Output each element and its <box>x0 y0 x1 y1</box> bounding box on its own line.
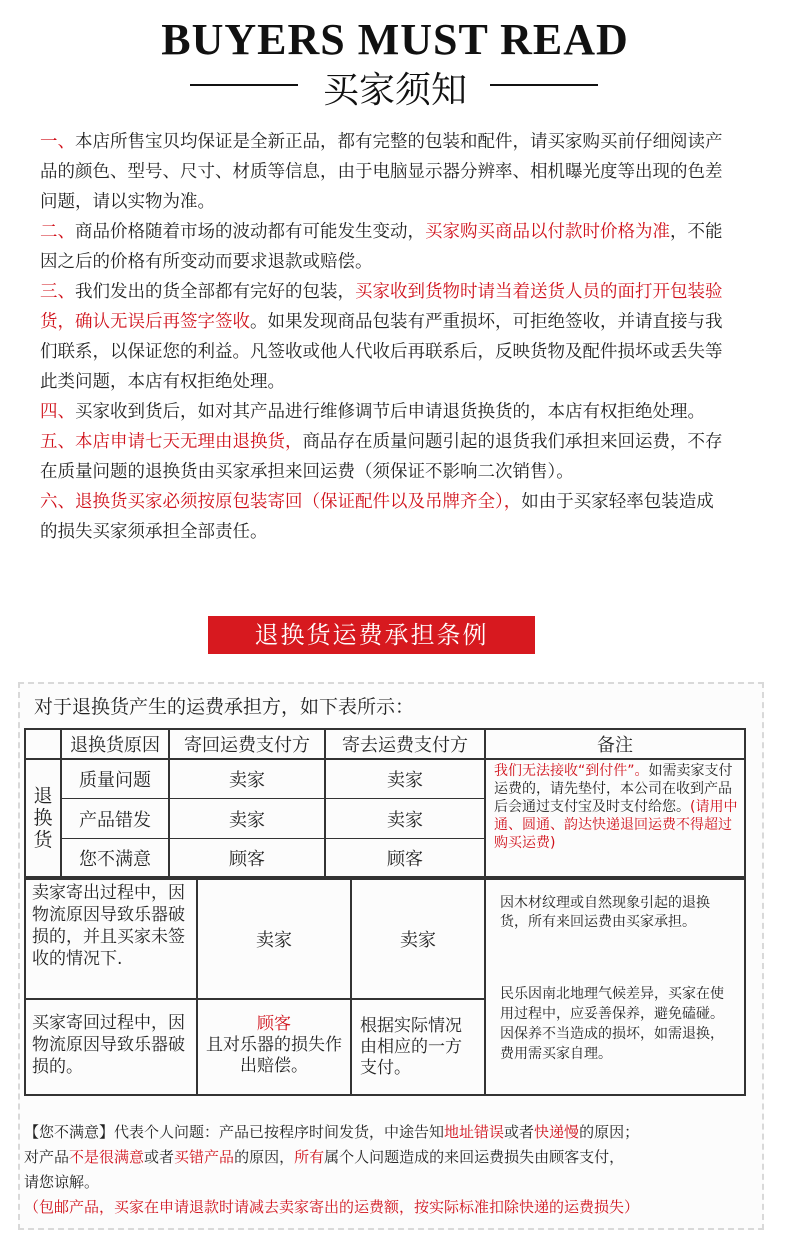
remark-lower-a: 因木材纹理或自然现象引起的退换货，所有来回运费由买家承担。 <box>500 895 710 930</box>
lower-send-1: 卖家 <box>400 930 436 951</box>
table-row-reason: 质量问题 <box>79 770 151 791</box>
subtitle-row <box>0 62 790 111</box>
table-row-reason: 您不满意 <box>79 849 151 870</box>
header-return-payer: 寄回运费支付方 <box>184 735 310 756</box>
note-1: 一、本店所售宝贝均保证是全新正品，都有完整的包装和配件，请买家购买前仔细阅读产品的颜色、型号、尺寸、材质等信息，由于电脑显示器分辨率、相机曝光度等出现的色差问题，请以实物为准。 <box>40 132 723 212</box>
footer-notes <box>24 1120 754 1220</box>
header-send-payer: 寄去运费支付方 <box>342 735 468 756</box>
table-intro: 对于退换货产生的运费承担方，如下表所示： <box>34 696 415 718</box>
table-row-send: 卖家 <box>387 770 423 791</box>
footer-line-2: 对产品不是很满意或者买错产品的原因，所有属个人问题造成的来回运费损失由顾客支付， <box>24 1148 625 1166</box>
lower-reason-1: 卖家寄出过程中，因物流原因导致乐器破损的，并且买家未签收的情况下. <box>32 883 185 969</box>
notes-section <box>40 127 730 547</box>
note-2: 二、商品价格随着市场的波动都有可能发生变动，买家购买商品以付款时价格为准，不能因之后的价格有所变动而要求退款或赔偿。 <box>40 222 723 272</box>
divider-right <box>490 84 598 86</box>
table-row-reason: 产品错发 <box>79 809 151 831</box>
footer-line-4: （包邮产品，买家在申请退款时请减去卖家寄出的运费额，按实际标准扣除快递的运费损失） <box>24 1198 640 1216</box>
footer-line-3: 请您谅解。 <box>24 1173 100 1191</box>
header-reason: 退换货原因 <box>70 735 160 756</box>
note-3: 三、我们发出的货全部都有完好的包装，买家收到货物时请当着送货人员的面打开包装验货，确认无误后再签字签收。如果发现商品包装有严重损坏，可拒绝签收，并请直接与我们联系，以保证您的利益。凡签收或他人代收后再联系后，反映货物及配件损坏或丢失等此类问题，本店有权拒绝处理。 <box>40 282 723 392</box>
group-label: 退 换 货 <box>33 785 53 851</box>
page-title: BUYERS MUST READ <box>161 15 629 64</box>
remark-lower-b: 民乐因南北地理气候差异，买家在使用过程中，应妥善保养，避免磕碰。因保养不当造成的损坏，如需退换，费用需买家自理。 <box>500 986 724 1062</box>
table-row-return: 卖家 <box>229 809 265 831</box>
lower-send-2: 根据实际情况由相应的一方支付。 <box>360 1016 462 1078</box>
table-row-send: 顾客 <box>387 849 423 870</box>
footer-line-1: 【您不满意】代表个人问题：产品已按程序时间发货，中途告知地址错误或者快递慢的原因； <box>24 1123 640 1141</box>
page-subtitle: 买家须知 <box>322 70 467 111</box>
section-banner: 退换货运费承担条例 <box>208 616 535 654</box>
lower-return-2: 顾客 且对乐器的损失作出赔偿。 <box>206 1014 342 1076</box>
remark-upper: 我们无法接收“到付件”。如需卖家支付运费的，请先垫付，本公司在收到产品后会通过支付宝及时支付给您。(请用中通、圆通、韵达快递退回运费不得超过购买运费) <box>494 763 738 851</box>
table-row-send: 卖家 <box>387 809 423 831</box>
note-5: 五、本店申请七天无理由退换货，商品存在质量问题引起的退货我们承担来回运费，不存在质量问题的退换货由买家承担来回运费（须保证不影响二次销售）。 <box>40 432 723 482</box>
table-row-return: 顾客 <box>229 849 265 870</box>
lower-reason-2: 买家寄回过程中，因物流原因导致乐器破损的。 <box>32 1013 185 1077</box>
header-remark: 备注 <box>597 735 633 756</box>
note-6: 六、退换货买家必须按原包装寄回（保证配件以及吊牌齐全），如由于买家轻率包装造成的损失买家须承担全部责任。 <box>40 492 714 542</box>
note-4: 四、买家收到货后，如对其产品进行维修调节后申请退货换货的，本店有权拒绝处理。 <box>40 402 705 422</box>
lower-return-1: 卖家 <box>256 930 292 951</box>
table-row-return: 卖家 <box>229 770 265 791</box>
divider-left <box>190 84 298 86</box>
